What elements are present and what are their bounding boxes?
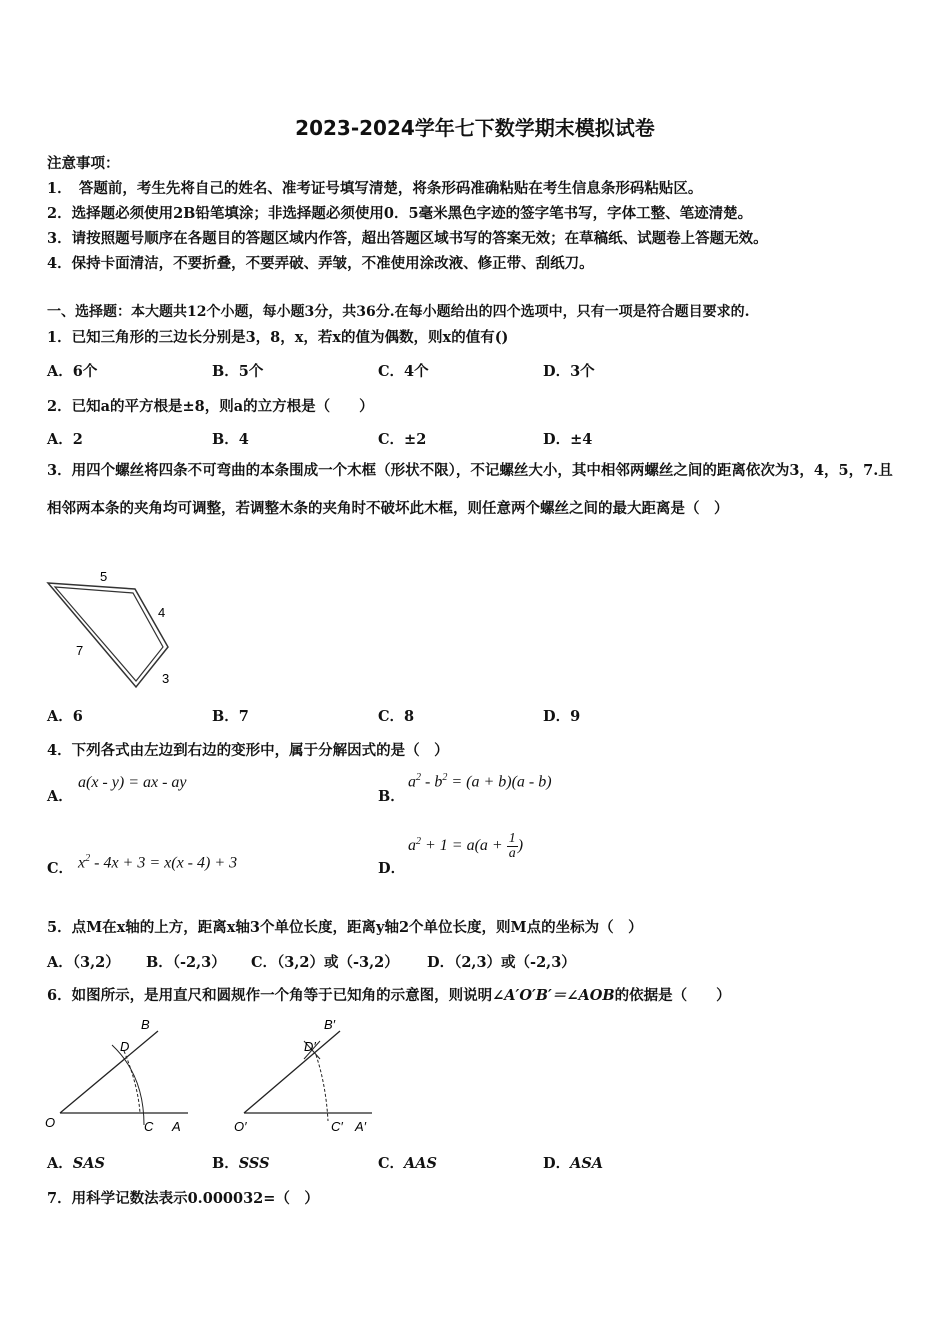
- fig1-label-o: O: [45, 1115, 56, 1130]
- q3-option-a: A．6: [47, 708, 83, 725]
- question-4-stem: 4．下列各式由左边到右边的变形中，属于分解因式的是（ ）: [47, 742, 449, 759]
- q6-option-a: A．SAS: [47, 1155, 105, 1172]
- frame-label-right: 4: [158, 605, 166, 620]
- frame-label-bottom: 3: [162, 671, 170, 686]
- question-1-stem: 1．已知三角形的三边长分别是3，8，x，若x的值为偶数，则x的值有(): [47, 329, 509, 346]
- question-3-stem: 3．用四个螺丝将四条不可弯曲的本条围成一个木框（形状不限），不记螺丝大小，其中相邻两螺丝之间的距离依次为3，4，5，7.且相邻两本条的夹角均可调整，若调整木条的夹角时不破坏此木框，则任意两个螺丝之间的最大距离是（ ）: [47, 462, 893, 517]
- section-heading: 一、选择题：本大题共12个小题，每小题3分，共36分.在每小题给出的四个选项中，只有一项是符合题目要求的.: [47, 304, 750, 320]
- question-5-stem: 5．点M在x轴的上方，距离x轴3个单位长度，距离y轴2个单位长度，则M点的坐标为（ ）: [47, 919, 643, 936]
- q4-option-c-expr: $x^2 - 4x + 3 = x(x - 4) + 3$: [78, 853, 238, 872]
- fig2-label-d: D′: [304, 1039, 316, 1054]
- fig1-label-d: D: [120, 1039, 130, 1054]
- q4-option-c-label: C．: [47, 860, 74, 877]
- q1-option-a: A．6个: [47, 363, 98, 380]
- frame-outer: [48, 583, 168, 687]
- q2-option-b: B．4: [212, 431, 249, 448]
- fig2-label-b: B′: [324, 1017, 336, 1032]
- q4-option-d-label: D．: [378, 860, 406, 877]
- fig2-label-a: A′: [355, 1119, 367, 1134]
- fig1-label-b: B: [141, 1017, 150, 1032]
- notice-heading: 注意事项：: [47, 155, 120, 172]
- q1-option-b: B．5个: [212, 363, 264, 380]
- q4-option-b-label: B．: [378, 788, 405, 805]
- frame-label-top: 5: [100, 569, 108, 584]
- construction-figure-copy: [228, 1015, 388, 1140]
- q3-option-b: B．7: [212, 708, 249, 725]
- question-2-stem: 2．已知a的平方根是±8，则a的立方根是（ ）: [47, 398, 374, 415]
- notice-item-4: 4．保持卡面清洁，不要折叠，不要弄破、弄皱，不准使用涂改液、修正带、刮纸刀。: [47, 255, 594, 272]
- question-6-stem: 6．如图所示，是用直尺和圆规作一个角等于已知角的示意图，则说明∠A′O′B′＝∠AOB的依据是（ ）: [47, 987, 731, 1004]
- q5-option-d: D．（2,3）或（-2,3）: [427, 954, 576, 971]
- q4-option-a-label: A．: [47, 788, 73, 805]
- fig1-label-a: A: [172, 1119, 181, 1134]
- q2-option-a: A．2: [47, 431, 83, 448]
- q5-option-a: A．（3,2）: [47, 954, 120, 971]
- q5-option-c: C．（3,2）或（-3,2）: [251, 954, 399, 971]
- notice-item-2: 2．选择题必须使用2B铅笔填涂；非选择题必须使用0．5毫米黑色字迹的签字笔书写，字体工整、笔迹清楚。: [47, 205, 753, 222]
- q1-option-d: D．3个: [543, 363, 595, 380]
- fig1-label-c: C: [144, 1119, 154, 1134]
- page-title: 2023-2024学年七下数学期末模拟试卷: [295, 116, 655, 140]
- frame-inner: [55, 587, 166, 681]
- frame-label-left: 7: [76, 643, 84, 658]
- notice-item-3: 3．请按照题号顺序在各题目的答题区域内作答，超出答题区域书写的答案无效；在草稿纸、试题卷上答题无效。: [47, 230, 768, 247]
- q4-option-a-expr: a(x - y) = ax - ay: [78, 774, 187, 791]
- q1-option-c: C．4个: [378, 363, 429, 380]
- q6-option-b: B．SSS: [212, 1155, 270, 1172]
- fig2-label-c: C′: [331, 1119, 343, 1134]
- q3-option-c: C．8: [378, 708, 415, 725]
- construction-figure-original: [40, 1015, 200, 1140]
- q5-option-b: B．（-2,3）: [146, 954, 226, 971]
- q2-option-d: D．±4: [543, 431, 593, 448]
- question-7-stem: 7．用科学记数法表示0.000032=（ ）: [47, 1190, 319, 1207]
- wooden-frame-figure: [40, 565, 190, 695]
- q4-option-b-expr: $a^2 - b^2 = (a + b)(a - b)$: [408, 772, 552, 791]
- fig2-label-o: O′: [234, 1119, 247, 1134]
- q2-option-c: C．±2: [378, 431, 427, 448]
- q6-option-d: D．ASA: [543, 1155, 604, 1172]
- q3-option-d: D．9: [543, 708, 581, 725]
- q6-option-c: C．AAS: [378, 1155, 438, 1172]
- notice-item-1: 1． 答题前，考生先将自己的姓名、准考证号填写清楚，将条形码准确粘贴在考生信息条形码粘贴区。: [47, 180, 703, 197]
- q4-option-d-expr: $a^2 + 1 = a(a$ + $\frac{1}{a}$ ): [408, 831, 524, 861]
